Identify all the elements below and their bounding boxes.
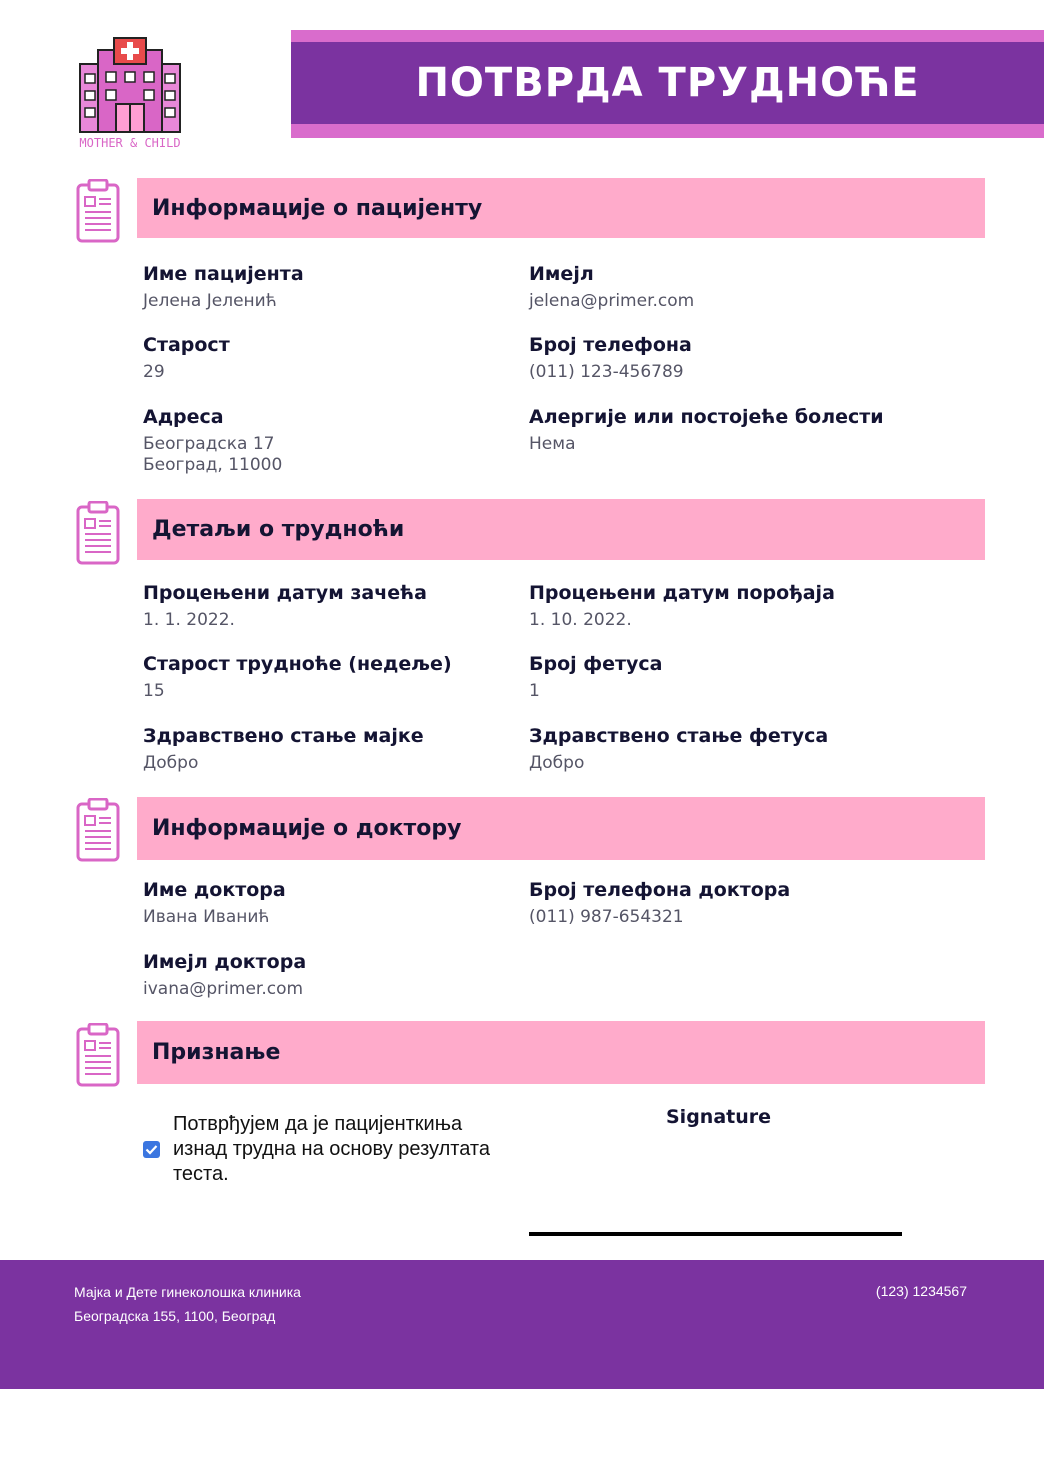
field-pregnancy-weeks [143,652,452,702]
field-value: Нема [529,434,576,454]
clipboard-icon [76,501,120,565]
field-due-date [529,581,835,631]
field-value: Јелена Јеленић [143,291,277,311]
footer-clinic-phone: (123) 1234567 [875,1283,967,1299]
signature-label: Signature [666,1106,772,1128]
field-value: 1. 10. 2022. [529,610,632,630]
checkmark-icon [143,1141,160,1158]
section-header-acknowledgement [137,1021,985,1084]
field-doctor-phone [529,878,790,928]
field-value: 15 [143,681,165,701]
field-label: Здравствено стање фетуса [529,725,829,747]
clinic-logo [76,36,184,154]
field-patient-phone [529,333,692,383]
field-value: ivana@primer.com [143,979,304,999]
field-value: Добро [143,753,199,773]
field-label: Број телефона доктора [529,879,791,901]
field-label: Адреса [143,406,224,428]
footer-clinic-address: Београдска 155, 1100, Београд [74,1308,276,1324]
section-title: Признање [152,1040,281,1065]
field-value-line2: Београд, 11000 [143,455,283,475]
field-patient-name [143,262,304,312]
footer-clinic-name: Мајка и Дете гинеколошка клиника [74,1284,301,1300]
clipboard-icon [76,1023,120,1087]
section-header-doctor [137,797,985,860]
field-value: 1 [529,681,540,701]
field-patient-email [529,262,694,312]
section-title: Детаљи о трудноћи [152,517,405,542]
field-fetus-count [529,652,662,702]
field-label: Имејл доктора [143,951,307,973]
field-label: Име пацијента [143,263,304,285]
clipboard-icon [76,798,120,862]
section-header-pregnancy [137,499,985,560]
section-title: Информације о пацијенту [152,195,483,221]
field-fetus-health [529,724,828,774]
title-banner [291,30,1044,138]
field-label: Здравствено стање мајке [143,725,424,747]
field-conception-date [143,581,427,631]
section-header-patient [137,178,985,238]
field-value: (011) 987-654321 [529,907,684,927]
field-value: (011) 123-456789 [529,362,684,382]
field-patient-age [143,333,230,383]
field-patient-address [143,405,282,476]
field-label: Име доктора [143,879,286,901]
clipboard-icon [76,179,120,243]
field-patient-allergies [529,405,884,455]
footer [0,1260,1044,1389]
section-title: Информације о доктору [152,816,462,841]
confirm-checkbox[interactable] [143,1141,160,1158]
hospital-building-icon [76,36,184,136]
field-mother-health [143,724,424,774]
field-value: Ивана Иванић [143,907,270,927]
field-label: Број фетуса [529,653,663,675]
acknowledgement-text: Потврђујем да је пацијенткиња изнад трудна на основу резултата теста. [173,1113,490,1185]
logo-text: MOTHER & CHILD [79,136,181,150]
field-value: 29 [143,362,165,382]
field-label: Број телефона [529,334,692,356]
field-value: jelena@primer.com [529,291,695,311]
field-doctor-email [143,950,306,1000]
field-label: Старост трудноће (недеље) [143,653,452,675]
field-label: Процењени датум порођаја [529,582,835,604]
field-label: Имејл [529,263,594,285]
page-title: ПОТВРДА ТРУДНОЋЕ [415,60,920,106]
field-doctor-name [143,878,286,928]
field-label: Процењени датум зачећа [143,582,427,604]
signature-line[interactable] [529,1232,902,1236]
field-value: 1. 1. 2022. [143,610,235,630]
field-label: Алергије или постојеће болести [529,406,884,428]
field-value-line1: Београдска 17 [143,434,275,454]
field-value: Добро [529,753,585,773]
field-label: Старост [143,334,230,356]
